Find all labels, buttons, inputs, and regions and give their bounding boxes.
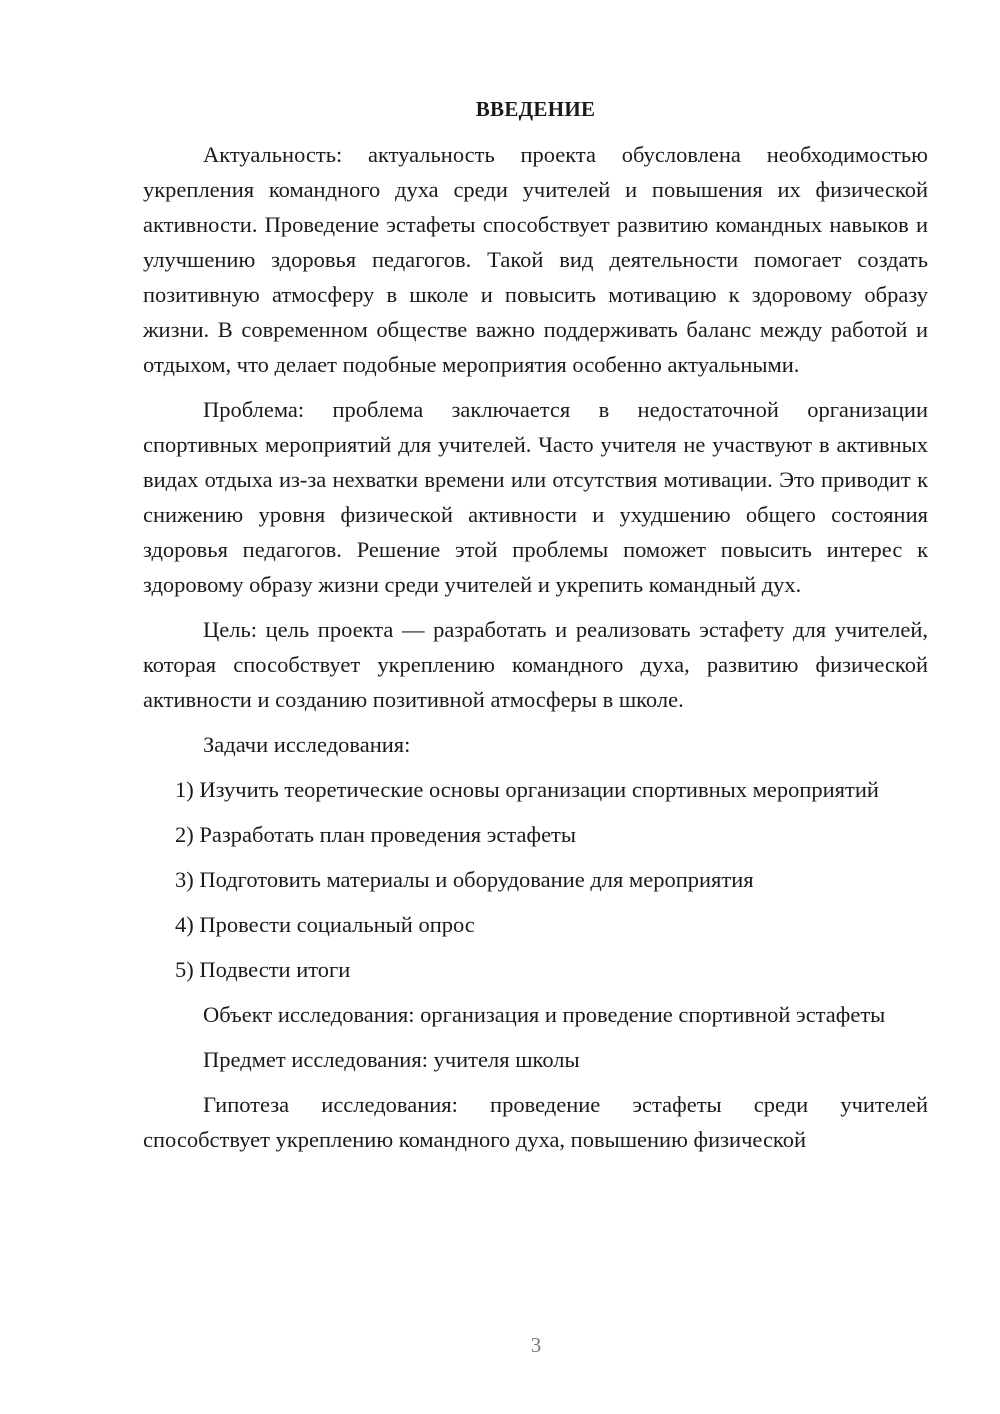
problem-paragraph: Проблема: проблема заключается в недостаточной организации спортивных мероприятий для учителей. Часто учителя не участвуют в активных видах отдыха из-за нехватки времени или отсутствия мотивации. Это приводит к снижению уровня физической активности и ухудшению общего состояния здоровья педагогов. Решение этой проблемы поможет повысить интерес к здоровому образу жизни среди учителей и укрепить командный дух. [143, 397, 928, 597]
relevance-paragraph: Актуальность: актуальность проекта обусловлена необходимостью укрепления командного духа среди учителей и повышения их физической активности. Проведение эстафеты способствует развитию командных навыков и улучшению здоровья педагогов. Такой вид деятельности помогает создать позитивную атмосферу в школе и повысить мотивацию к здоровому образу жизни. В современном обществе важно поддерживать баланс между работой и отдыхом, что делает подобные мероприятия особенно актуальными. [143, 142, 928, 377]
page-content [143, 92, 928, 1167]
goal-paragraph: Цель: цель проекта — разработать и реализовать эстафету для учителей, которая способствует укреплению командного духа, развитию физической активности и созданию позитивной атмосферы в школе. [143, 617, 928, 712]
task-item-1: 1) Изучить теоретические основы организации спортивных мероприятий [175, 777, 879, 802]
task-item-2: 2) Разработать план проведения эстафеты [175, 822, 577, 847]
task-item-3: 3) Подготовить материалы и оборудование для мероприятия [175, 867, 754, 892]
tasks-title: Задачи исследования: [203, 732, 411, 757]
subject-paragraph: Предмет исследования: учителя школы [203, 1047, 580, 1072]
object-paragraph: Объект исследования: организация и проведение спортивной эстафеты [203, 1002, 886, 1027]
page-number: 3 [530, 1333, 542, 1357]
task-item-5: 5) Подвести итоги [175, 957, 351, 982]
hypothesis-paragraph: Гипотеза исследования: проведение эстафеты среди учителей способствует укреплению командного духа, повышению физической [143, 1092, 928, 1152]
task-item-4: 4) Провести социальный опрос [175, 912, 475, 937]
section-heading: ВВЕДЕНИЕ [475, 97, 596, 121]
